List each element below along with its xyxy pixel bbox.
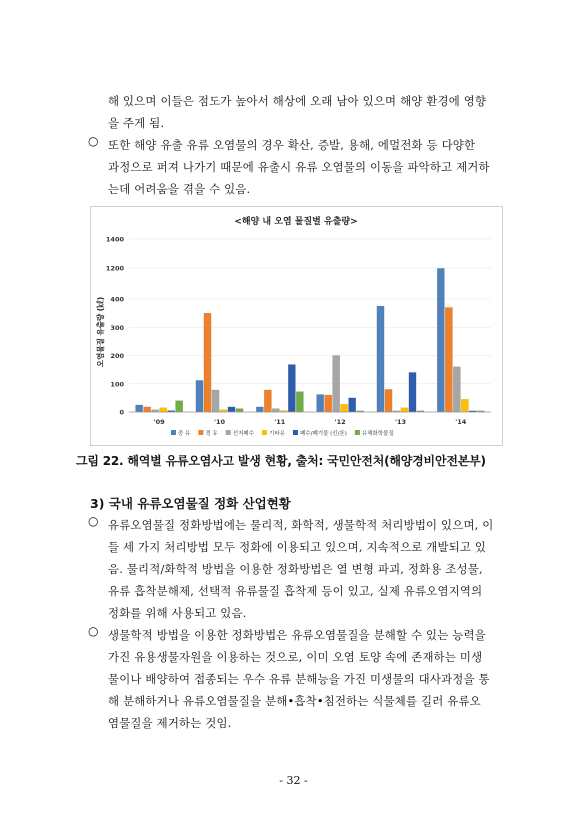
legend-label: 중 유 <box>178 431 191 437</box>
legend-label: 경 유 <box>205 431 218 437</box>
bullet-1-line: 는데 어려움을 겪을 수 있음. <box>108 182 251 196</box>
legend-swatch <box>198 430 203 435</box>
bullet-3-line: 염물질을 제거하는 것임. <box>108 716 232 730</box>
oil-spill-chart <box>91 207 502 445</box>
chart-ylabel: 오염물질 유출량 (㎘) <box>96 296 105 368</box>
legend-label: 기타유 <box>269 431 285 437</box>
bullet-2-line: 음. 물리적/화학적 방법을 이용한 정화방법은 열 변형 파괴, 정화용 조성물, <box>108 562 483 576</box>
bar <box>160 408 167 412</box>
bar <box>333 356 340 413</box>
bar <box>317 394 324 412</box>
legend-label: 유해화학물질 <box>361 431 394 437</box>
intro-paragraph <box>108 90 486 134</box>
bullet-3-symbol: ○ <box>88 624 99 638</box>
figure-caption: 그림 22. 해역별 유류오염사고 발생 현황, 출처: 국민안전처(해양경비안전본부) <box>76 454 486 468</box>
bar <box>256 407 263 412</box>
bar <box>349 398 356 412</box>
bar <box>176 401 183 412</box>
intro-line: 을 주게 됨. <box>108 116 165 130</box>
bar <box>212 390 219 412</box>
y-tick-label: 200 <box>110 352 124 360</box>
bar <box>341 404 348 412</box>
x-tick-label: '14 <box>455 418 467 426</box>
chart-container <box>90 206 503 446</box>
bullet-3-line: 물이나 배양하여 접종되는 우수 유류 분해능을 가진 미생물의 대사과정을 통 <box>108 672 490 686</box>
legend-swatch <box>355 430 360 435</box>
bar <box>196 380 203 412</box>
y-tick-label: 100 <box>110 380 124 389</box>
chart-title: <해양 내 오염 물질별 유출량> <box>234 217 358 227</box>
legend-label: 선저폐수 <box>232 431 255 437</box>
bar <box>264 390 271 412</box>
legend-swatch <box>171 430 176 435</box>
bullet-3-line: 해 분해하거나 유류오염물질을 분해•흡착•침전하는 식물체를 길러 유류오 <box>108 694 481 708</box>
legend-swatch <box>226 430 231 435</box>
y-tick-label: 1200 <box>105 264 124 273</box>
bar <box>272 409 279 412</box>
bar <box>204 313 211 412</box>
section-title: 3) 국내 유류오염물질 정화 산업현황 <box>90 496 291 511</box>
bar <box>136 405 143 412</box>
x-tick-label: '10 <box>213 418 226 426</box>
legend-swatch <box>293 430 298 435</box>
y-tick-label: 400 <box>110 295 124 304</box>
bar <box>377 306 384 412</box>
bullet-2-line: 유류오염물질 정화방법에는 물리적, 화학적, 생물학적 처리방법이 있으며, 이 <box>108 518 494 532</box>
x-tick-label: '09 <box>153 418 165 426</box>
bar <box>461 399 468 412</box>
bullet-3-line: 가진 유용생물자원을 이용하는 것으로, 이미 오염 토양 속에 존재하는 미생 <box>108 650 483 664</box>
y-tick-label: 300 <box>110 323 124 332</box>
bar <box>437 268 444 412</box>
bar <box>236 409 243 412</box>
bullet-3-line: 생물학적 방법을 이용한 정화방법은 유류오염물질을 분해할 수 있는 능력을 <box>108 628 486 642</box>
bullet-1-line: 과정으로 퍼져 나가기 때문에 유출시 유류 오염물의 이동을 파악하고 제거하 <box>108 160 490 174</box>
bar <box>144 407 151 412</box>
bar <box>296 392 303 412</box>
x-tick-label: '12 <box>334 418 346 426</box>
intro-line: 해 있으며 이들은 점도가 높아서 해상에 오래 남아 있으며 해양 환경에 영향 <box>108 94 487 108</box>
bullet-3-paragraph <box>108 624 490 734</box>
bar <box>385 389 392 412</box>
bullet-1-line: 또한 해양 유출 유류 오염물의 경우 확산, 증발, 용해, 에멀전화 등 다양한 <box>108 138 476 152</box>
bar <box>228 407 235 412</box>
bullet-2-paragraph <box>108 514 494 624</box>
x-tick-label: '13 <box>394 418 407 426</box>
x-tick-label: '11 <box>274 418 286 426</box>
bar <box>453 367 460 412</box>
y-tick-label: 0 <box>119 408 124 417</box>
bullet-2-line: 들 세 가지 처리방법 모두 정화에 이용되고 있으며, 지속적으로 개발되고 있 <box>108 540 487 554</box>
bar <box>288 365 295 412</box>
bullet-1-paragraph <box>108 134 490 200</box>
legend-swatch <box>262 430 267 435</box>
legend-label: 폐수/폐기물 (킨/톤) <box>299 431 347 437</box>
page-number: - 32 - <box>279 774 308 787</box>
y-tick-label: 1400 <box>105 235 124 244</box>
bar <box>409 372 416 412</box>
bar <box>325 395 332 412</box>
bullet-2-line: 유류 흡착분해제, 선택적 유류물질 흡착제 등이 있고, 실제 유류오염지역의 <box>108 584 483 598</box>
bullet-2-symbol: ○ <box>88 514 99 528</box>
bullet-1-symbol: ○ <box>88 134 99 148</box>
bullet-2-line: 정화를 위해 사용되고 있음. <box>108 606 247 620</box>
bar <box>445 307 452 412</box>
bar <box>401 408 408 412</box>
